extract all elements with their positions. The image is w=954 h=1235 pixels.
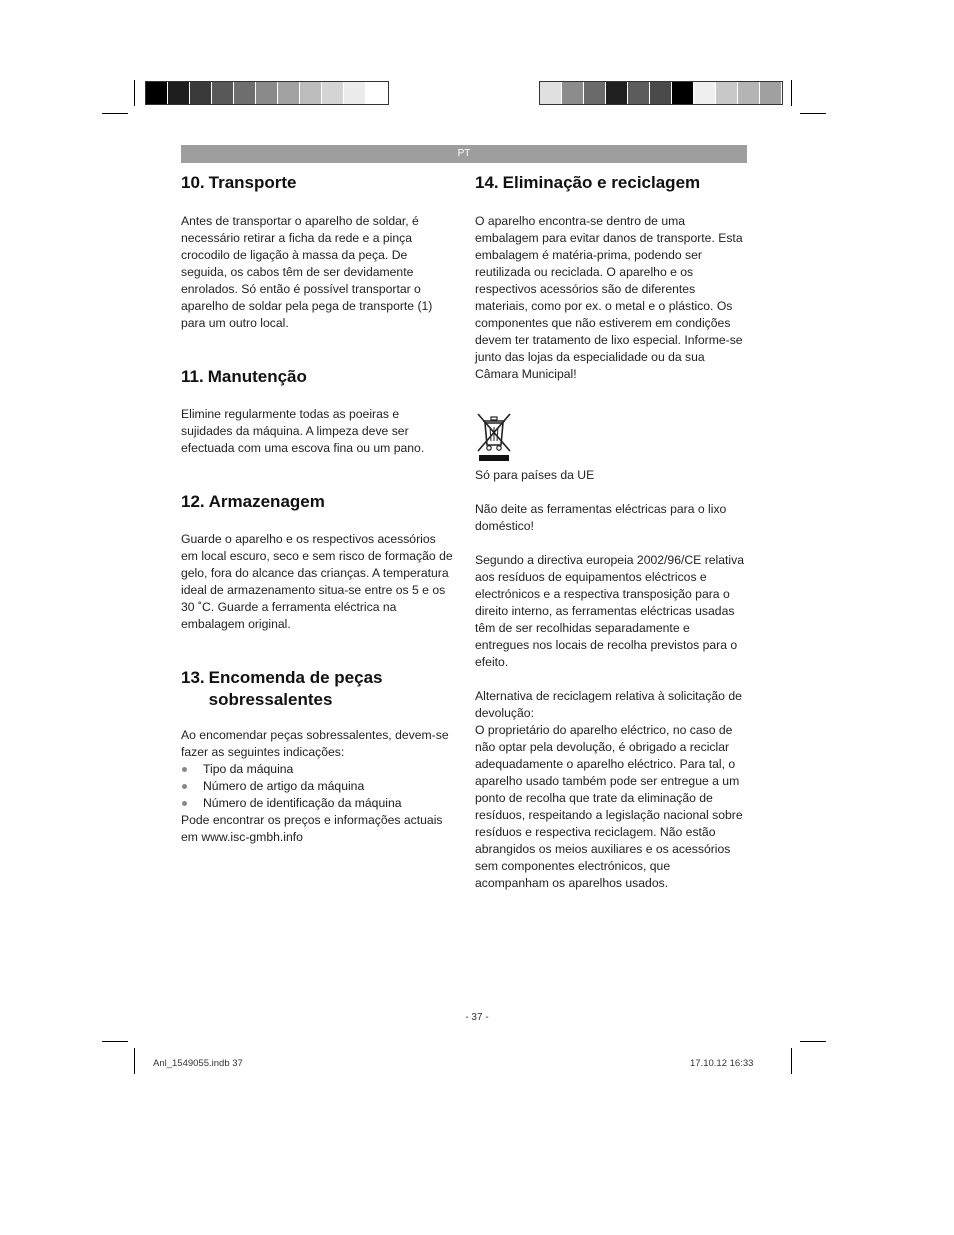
section-paragraph: Não deite as ferramentas eléctricas para o lixo doméstico! xyxy=(475,502,727,533)
crop-mark xyxy=(791,80,792,106)
color-swatch xyxy=(322,82,344,104)
crop-mark xyxy=(102,1041,128,1042)
section-manutencao xyxy=(181,366,453,457)
crop-mark xyxy=(102,113,128,114)
color-swatch xyxy=(300,82,322,104)
color-swatch xyxy=(694,82,716,104)
color-calibration-strip-right xyxy=(539,81,783,105)
color-swatch xyxy=(278,82,300,104)
section-paragraph: O proprietário do aparelho eléctrico, no caso de não optar pela devolução, é obrigado a reciclar adequadamente o aparelho eléctrico. Para tal, o aparelho usado também pode ser entregue a um ponto de recolha que trate da eliminação de resíduos, respeitando a legislação nacional sobre resíduos e respectiva reciclagem. Não estão abrangidos os meios auxiliares e os acessórios sem componentes electrónicos, que acompanham os aparelhos usados. xyxy=(475,723,743,890)
section-armazenagem xyxy=(181,491,453,633)
section-title: Manutenção xyxy=(207,367,307,386)
section-encomenda-pecas xyxy=(181,667,453,846)
section-paragraph: Alternativa de reciclagem relativa à solicitação de devolução: xyxy=(475,689,742,720)
color-swatch xyxy=(716,82,738,104)
section-heading xyxy=(181,172,453,194)
section-paragraph: Elimine regularmente todas as poeiras e sujidades da máquina. A limpeza deve ser efectuada com uma escova fina ou um pano. xyxy=(181,407,425,455)
section-paragraph: Só para países da UE xyxy=(475,468,595,482)
section-paragraph: Pode encontrar os preços e informações actuais em www.isc-gmbh.info xyxy=(181,813,443,844)
language-code: PT xyxy=(457,148,471,159)
section-paragraph: Antes de transportar o aparelho de soldar, é necessário retirar a ficha da rede e a pinça crocodilo de ligação à massa da peça. De seguida, os cabos têm de ser devidamente enrolados. Só então é possível transportar o aparelho de soldar pela pega de transporte (1) para um outro local. xyxy=(181,214,433,330)
section-title: Armazenagem xyxy=(208,492,325,511)
list-item: Número de artigo da máquina xyxy=(181,778,453,795)
crop-mark xyxy=(134,80,135,106)
section-paragraph: Ao encomendar peças sobressalentes, devem-se fazer as seguintes indicações: xyxy=(181,728,449,759)
section-heading xyxy=(181,667,453,711)
page-number: - 37 - xyxy=(465,1012,489,1023)
color-swatch xyxy=(212,82,234,104)
color-swatch xyxy=(738,82,760,104)
bullet-list xyxy=(181,761,453,812)
color-swatch xyxy=(234,82,256,104)
section-title: Eliminação e reciclagem xyxy=(502,173,701,192)
color-swatch xyxy=(540,82,562,104)
crop-mark xyxy=(800,113,826,114)
color-swatch xyxy=(628,82,650,104)
section-number: 10. xyxy=(181,173,205,192)
color-swatch xyxy=(256,82,278,104)
section-heading xyxy=(475,172,747,194)
color-swatch xyxy=(760,82,782,104)
list-item: Número de identificação da máquina xyxy=(181,795,453,812)
right-column xyxy=(475,172,747,892)
section-transporte xyxy=(181,172,453,332)
section-title: Transporte xyxy=(208,173,297,192)
section-paragraph: Guarde o aparelho e os respectivos acessórios em local escuro, seco e sem risco de formação de gelo, fora do alcance das crianças. A temperatura ideal de armazenamento situa-se entre os 5 e os 30 ˚C. Guarde a ferramenta eléctrica na embalagem original. xyxy=(181,532,453,631)
left-column xyxy=(181,172,453,846)
print-file-slug: Anl_1549055.indb 37 xyxy=(153,1058,243,1069)
color-calibration-strip-left xyxy=(145,81,389,105)
color-swatch xyxy=(146,82,168,104)
section-heading xyxy=(181,491,453,513)
color-swatch xyxy=(190,82,212,104)
section-number: 13. xyxy=(181,668,205,687)
color-swatch xyxy=(672,82,694,104)
section-paragraph: O aparelho encontra-se dentro de uma embalagem para evitar danos de transporte. Esta embalagem é matéria-prima, podendo ser reutilizada ou reciclada. O aparelho e os respectivos acessórios são de diferentes materiais, como por ex. o metal e o plástico. Os componentes que não estiverem em condições devem ter tratamento de lixo especial. Informe-se junto das lojas da especialidade ou da sua Câmara Municipal! xyxy=(475,214,743,381)
section-number: 11. xyxy=(181,367,204,386)
weee-symbol xyxy=(475,411,747,467)
section-number: 12. xyxy=(181,492,205,511)
section-title: Encomenda de peças sobressalentes xyxy=(208,668,383,709)
language-bar xyxy=(181,145,747,163)
color-swatch xyxy=(562,82,584,104)
section-heading xyxy=(181,366,453,388)
list-item: Tipo da máquina xyxy=(181,761,453,778)
crop-mark xyxy=(791,1048,792,1074)
color-swatch xyxy=(344,82,366,104)
color-swatch xyxy=(650,82,672,104)
print-date-slug: 17.10.12 16:33 xyxy=(690,1058,754,1069)
crop-mark xyxy=(800,1041,826,1042)
color-swatch xyxy=(584,82,606,104)
section-paragraph: Segundo a directiva europeia 2002/96/CE relativa aos resíduos de equipamentos eléctricos e electrónicos e a respectiva transposição para o direito interno, as ferramentas eléctricas usadas têm de ser recolhidas separadamente e entregues nos locais de recolha previstos para o efeito. xyxy=(475,553,744,669)
color-swatch xyxy=(606,82,628,104)
crop-mark xyxy=(134,1048,135,1074)
crossed-out-wheelie-bin-icon xyxy=(475,411,513,461)
color-swatch xyxy=(366,82,388,104)
section-number: 14. xyxy=(475,173,499,192)
color-swatch xyxy=(168,82,190,104)
